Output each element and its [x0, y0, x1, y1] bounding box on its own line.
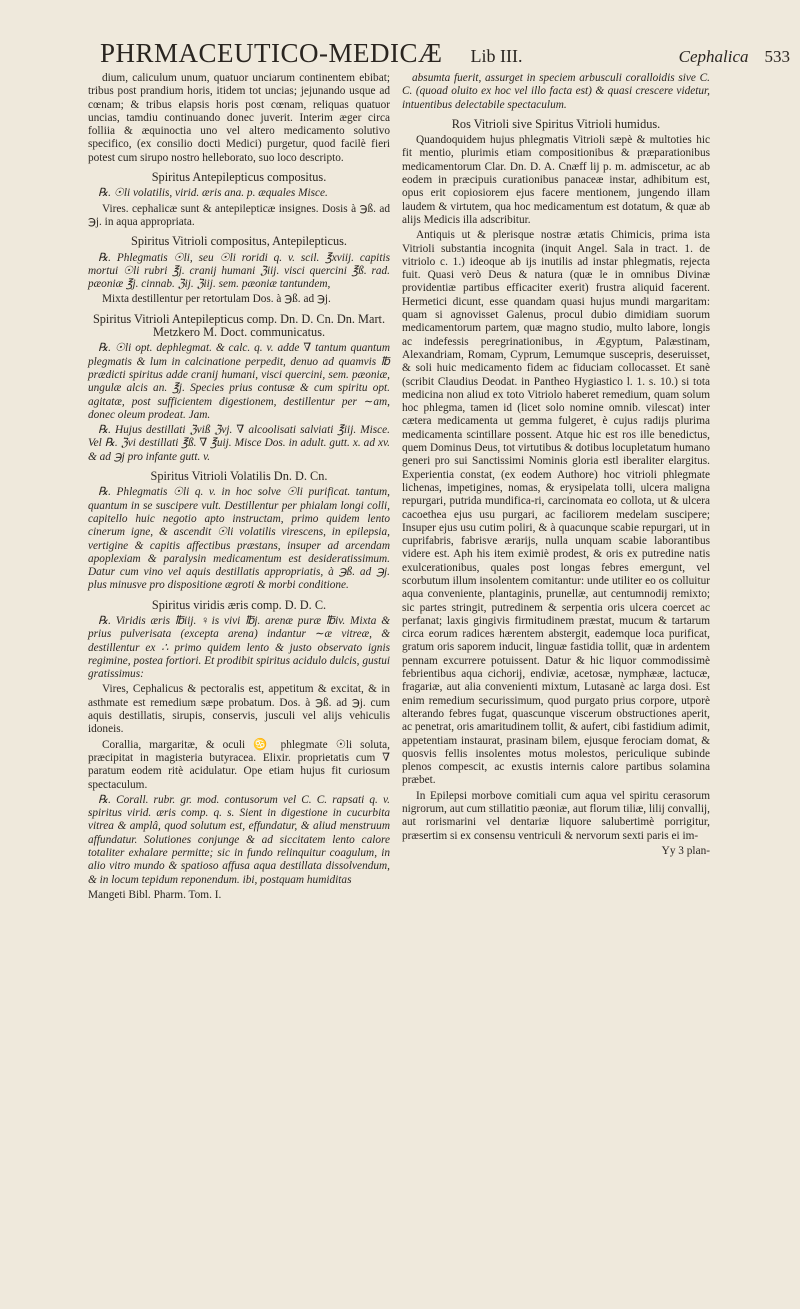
running-title: PHRMACEUTICO-MEDICÆ [100, 38, 443, 68]
left-column-rx-9: ℞. Hujus destillati ℨviß ℨvj. ∇ alcoolisati salviati ℥iij. Misce. Vel ℞. ℨvi destillati ℥ß. ∇ ℥uij. Misce Dos. in adult. gutt. x. ad xv. & ad ℈j pro infante gutt. v. [88, 424, 390, 463]
left-column-rx-11: ℞. Phlegmatis ☉li q. v. in hoc solve ☉li purificat. tantum, quantum in se suscipere vult. Destillentur per phialam longi colli, capitello huic negotio apto instructam, primo quidem lento cinerum igne, & ascendit ☉li volatilis virescens, in epilepsia, vertigine & capitis affectibus præstans, insuper ad arcendam apoplexiam & paralysin medicamentum est desideratissimum. Datur cum vino vel aquis destillatis appropriatis, à ℈ß. ad ℈j. plus minusve pro dispositione ægroti & morbi conditione. [88, 486, 390, 592]
left-column-heading-12: Spiritus viridis æris comp. D. D. C. [151, 597, 327, 612]
left-column-heading-10: Spiritus Vitrioli Volatilis Dn. D. Cn. [150, 469, 328, 484]
running-header [100, 38, 790, 68]
right-column-rx-0: absumta fuerit, assurget in speciem arbusculi coralloidis sive C. C. (quoad oluito ex hoc vel illo facta est) & quasi crescere videtur, intuentibus delectabile spectaculum. [402, 72, 710, 111]
right-column-heading-1: Ros Vitrioli sive Spiritus Vitrioli humidus. [451, 116, 661, 131]
right-column-body-4: In Epilepsi morbove comitiali cum aqua vel spiritu cerasorum nigrorum, aut cum stillatitio pæoniæ, aut florum tiliæ, lilij convallij, aut rorismarini vel dentariæ liquore salubertimè porrigitur, præsertim si ex consensu ventriculi & nervorum sexti paris ei im- [402, 789, 710, 842]
right-column-catch-5: Yy 3 plan- [661, 844, 710, 857]
left-column-heading-1: Spiritus Antepilepticus compositus. [151, 170, 327, 185]
left-column-body-3: Vires. cephalicæ sunt & antepilepticæ insignes. Dosis à ℈ß. ad ℈j. in aqua appropriata. [88, 202, 390, 228]
page-number: 533 [764, 47, 790, 66]
left-column-body-14: Vires, Cephalicus & pectoralis est, appetitum & excitat, & in asthmate est remedium sæpe probatum. Dos. à ℈ß. ad ℈j. cum aquis destillatis, sirupis, conservis, jusculi vel alijs vehiculis idoneis. [88, 683, 390, 736]
section-title: Cephalica [678, 47, 749, 66]
left-column-body-0: dium, caliculum unum, quatuor unciarum continentem ebibat; tribus post prandium horis, itidem tot uncias; jejunando usque ad cœnam; & tribus elapsis horis post cœnam, reliquas quatuor uncias, tamdiu continuando donec juverit. Interim æger circa folliia & æquinoctia uno vel altero medicamento solutivo specifico, (ex consilio docti Medici) purgetur, quod facilè fieri potest cum sirupo nostro helleborato, suo loco descripto. [88, 72, 390, 164]
right-column-body-3: Antiquis ut & plerisque nostræ ætatis Chimicis, prima ista Vitrioli substantia incognita (inquit Angel. Sala in tract. 1. de vitriolo c. 1.) ideoque ab ijs inutilis ad instar phlegmatis, rejecta fuit. Quasi verò Deus & natura (quæ le in omnibus Divinæ providentiæ partibus efficaciter exerit) frustra aliquid facerent. Hermetici dicunt, esse quandam quasi hujus mundi margaritam: quam si agnovisset Galenus, procul dubio dimidiam suorum medicamentorum partem, quæ magno studio, multo labore, longis ac indefessis peregrinationibus, in Ægyptum, Palæstinam, Alexandriam, Romam, Cyprum, Lemumque suscepris, deseruisset, & soli huic medicamento fidem ac fiduciam collocasset. Et sanè (scribit Claudius Deodat. in Pantheo Hygiastico l. 1. s. 10.) si tota medicina non aliud ex toto Vitriolo haberet remedium, quam solum hoc phlegma, tamen id (licet solo nomine omnib. vilescat) inter cætera medicamenta ut gemma fulgeret, è cujus radijs plurima medicamenta scintillare possent. Atque hic est ros ille benedictus, quem Dominus Deus, tot virtutibus & dotibus locupletatum humano generi pro sui Sanctissimi Nominis gloria estl iberaliter elargitus. Experientia constat, (ex eodem Authore) hoc vitrioli phlegmate lichenas, impetigines, nomas, & erysipelata tolli, ulcera maligna repurgari, putrida mundifica-ri, carcinomata eo collota, ut & ulcera cacoethea ejus usu purgari, ac faciliorem medelam suscipere; Insuper ejus usu cutim poliri, & à quacunque scabie repurgari, ut in cuprifabris, fabrisve ærarijs, nulla unquam scabie laborantibus videre est. Aph his item eximiè prodest, & oris ex putredine natis exulcerationibus, quales post longas febres emergunt, vel scorbutum illum insolentem comitantur: unde utiliter eo os colluitur aqua conveniente, plantaginis, prunellæ, aut centumnodij remixto; sic partes stringit, putredinem & serpentia oris ulcera coercet ac perfanat; laxis gingivis firmitudinem præstat, mucum & tartarum circa eorum radices hærentem abstergit, eademque loca purificat, gratum oris saporem inducit, linguæ fastidia tollit, quæ in ardentem pennam excurrere potuissent. Datur & hic liquor commodissimè febrientibus aqua cichorij, endiviæ, acetosæ, nymphææ, lactucæ, fragariæ, aut alia convenienti mixtum, Lutasanè ac larga dosi. Est enim remedium securissimum, quod purgato prius corpore, utporè alterando febres fugat, quascunque viscerum obstructiones aperit, ac penetrat, oris amaritudinem tollit, & aufert, cibi fastidium adimit, appetentiam instaurat, prasinam bilem, ejusque ferociam domat, & quosvis fellis insolentes motus molestos, periculique subinde plenos compescit, ac exustis internis calore partibus solamina præbet. [402, 229, 710, 787]
left-column-body-15: Corallia, margaritæ, & oculi ♋ phlegmate ☉li soluta, præcipitat in magisteria butyracea. Elixir. proprietatis cum ∇ paratum eodem ritè acidulatur. Ope etiam hujus fit curiosum spectaculum. [88, 738, 390, 791]
book-number: Lib III. [470, 46, 523, 66]
left-column-rx-13: ℞. Viridis æris ℔iij. ♀is vivi ℔j. arenæ puræ ℔iv. Mixta & prius pulverisata (excepta arena) indantur ∼æ vitreæ, & destillentur ex ∴ primo quidem lento & justo observato ignis regimine, postea fortiori. Et prodibit spiritus acidulo dulcis, gustui gratissimus: [88, 614, 390, 681]
left-column-body-6: Mixta destillentur per retortulam Dos. à ℈ß. ad ℈j. [102, 293, 331, 306]
left-column-rx-5: ℞. Phlegmatis ☉li, seu ☉li roridi q. v. scil. ℥xviij. capitis mortui ☉li rubri ℥j. cranij humani ℨiij. visci quercini ℥ß. rad. pæoniæ ℥j. cinnab. ℨij. ℨiij. sem. pæoniæ tantundem, [88, 251, 390, 291]
left-column-rx-8: ℞. ☉li opt. dephlegmat. & calc. q. v. adde ∇ tantum quantum plegmatis & lum in calcinatione perpedit, denuo ad quamvis ℔ prædicti spiritus adde cranij humani, visci quercini, sem. pæoniæ, ungulæ alcis an. ℥j. Species prius contusæ & cum spiritu opt. agitatæ, post sufficientem digestionem, destillentur per ∼am, donec oleum prodeat. Jam. [88, 342, 390, 421]
left-column [88, 72, 390, 904]
left-column-rx-16: ℞. Corall. rubr. gr. mod. contusorum vel C. C. rapsati q. v. spiritus virid. æris comp. q. s. Sient in digestione in cucurbita vitrea & amplâ, quod solutum est, effundatur, & aliud menstruum affundatur. Solutiones conjunge & ad siccitatem lento calore totaliter exhalare permitte; sic in fundo relinquitur coagulum, in alio vitro mundo & spatioso affusa aqua destillata dissolvendum, & in locum tepidum reponendum. ibi, postquam humiditas [88, 793, 390, 886]
right-column-body-2: Quandoquidem hujus phlegmatis Vitrioli sæpè & multoties hic fit mentio, plurimis etiam compositionibus & præparationibus medicamentorum Clar. Dn. D. A. Cnæff lij p. m. admiscetur, ac ab eodem in præcipuis curationibus panaceæ instar, adhibitum est, opus erit copiosiorem ejus facere mentionem, jungendo illam laudem & virtutem, qua hoc medicamentum est dotatum, & quæ ab alijs Medicis illa adscribitur. [402, 134, 710, 226]
right-column [402, 72, 710, 858]
left-column-heading-4: Spiritus Vitrioli compositus, Antepilepticus. [131, 234, 347, 249]
left-column-rx-2: ℞. ☉li volatilis, virid. æris ana. p. æquales Misce. [98, 187, 328, 200]
left-column-heading-7: Spiritus Vitrioli Antepilepticus comp. Dn. D. Cn. Dn. Mart. Metzkero M. Doct. communicatus. [92, 311, 386, 340]
left-column-sig-17: Mangeti Bibl. Pharm. Tom. I. [88, 888, 222, 901]
